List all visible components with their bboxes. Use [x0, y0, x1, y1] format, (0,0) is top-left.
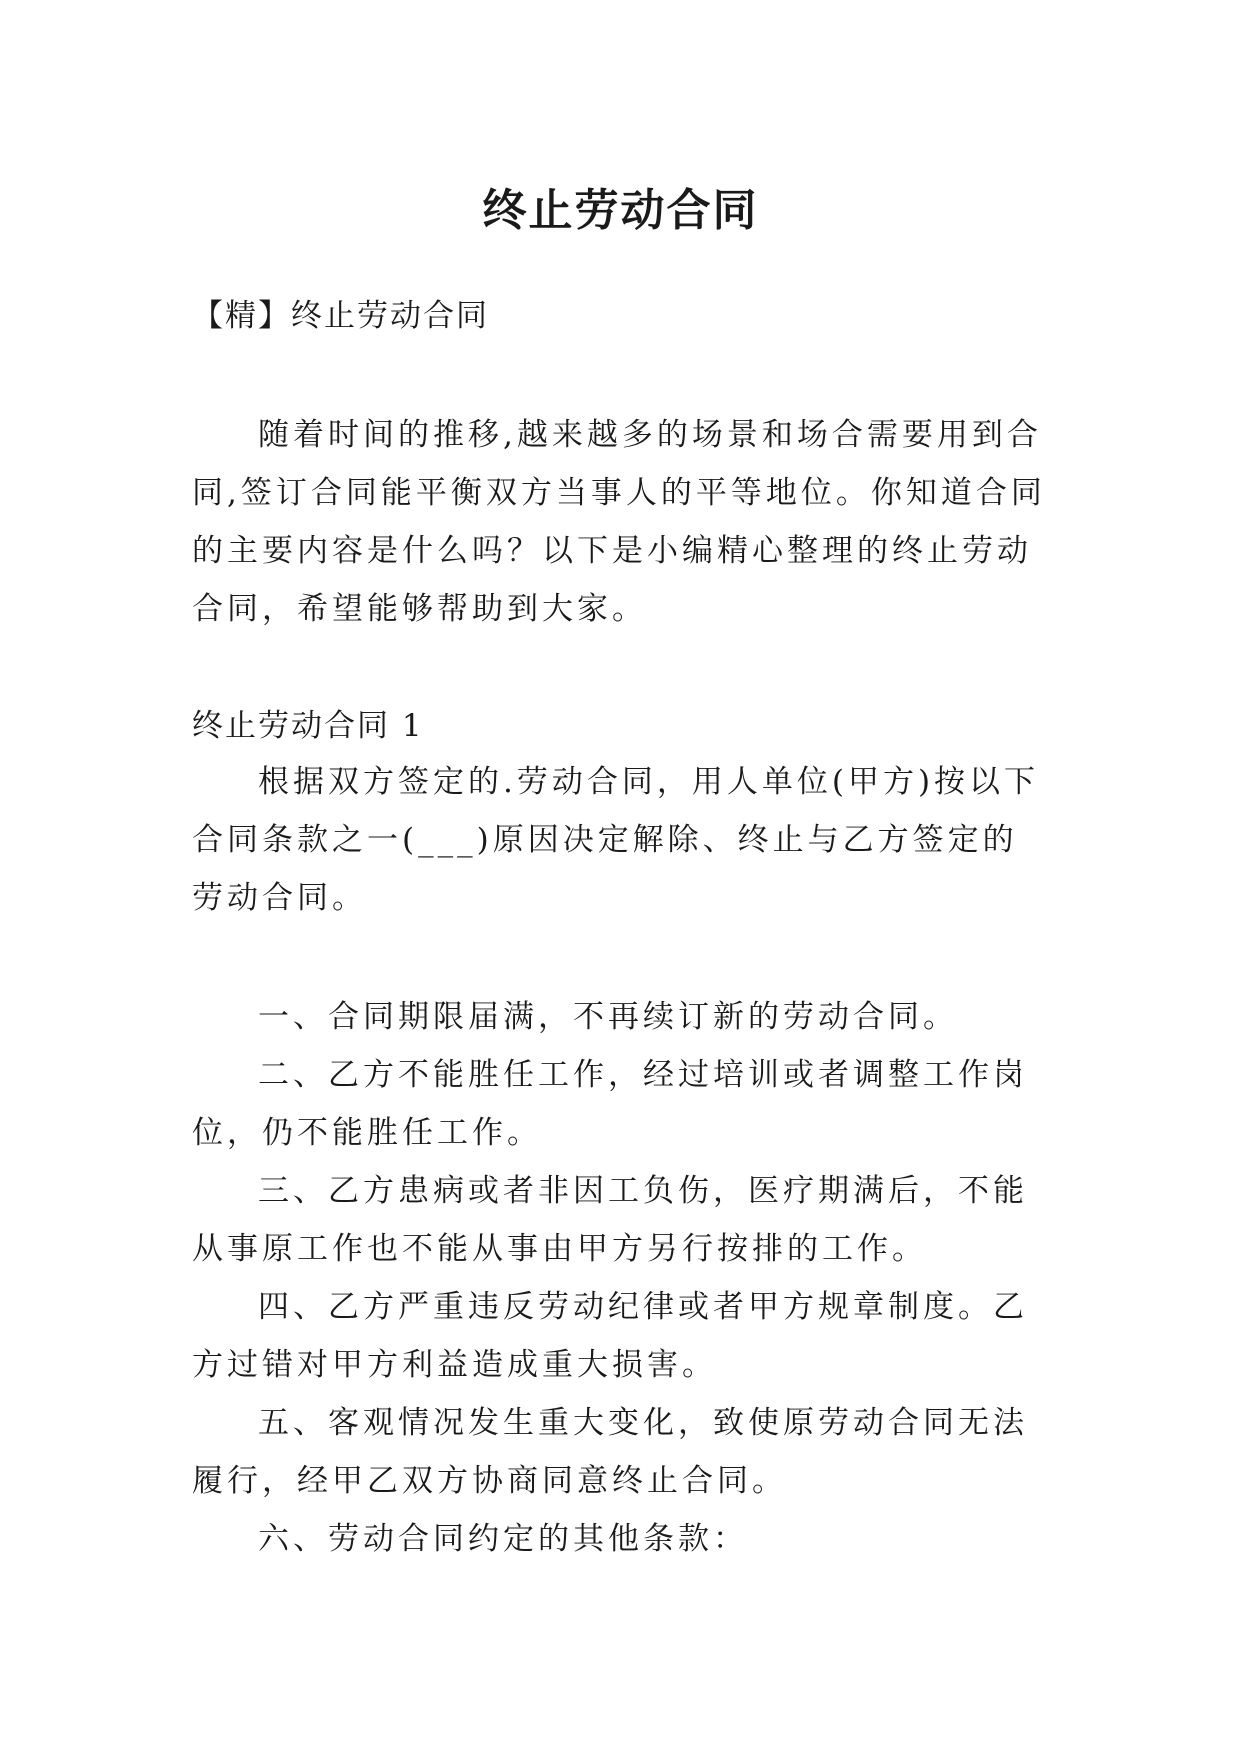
document-title: 终止劳动合同	[482, 185, 759, 237]
clause-item-3: 三、乙方患病或者非因工负伤，医疗期满后，不能从事原工作也不能从事由甲方另行按排的工作。	[192, 1173, 1028, 1267]
clause-item-4: 四、乙方严重违反劳动纪律或者甲方规章制度。乙方过错对甲方利益造成重大损害。	[192, 1289, 1028, 1383]
document-subtitle: 【精】终止劳动合同	[192, 298, 489, 334]
intro-paragraph: 随着时间的推移,越来越多的场景和场合需要用到合同,签订合同能平衡双方当事人的平等地位。你知道合同的主要内容是什么吗？以下是小编精心整理的终止劳动合同，希望能够帮助到大家。	[192, 417, 1046, 627]
clause-item-1: 一、合同期限届满，不再续订新的劳动合同。	[258, 999, 958, 1035]
clause-item-6: 六、劳动合同约定的其他条款：	[258, 1521, 748, 1557]
section-heading: 终止劳动合同 1	[192, 708, 424, 744]
clause-item-5: 五、客观情况发生重大变化，致使原劳动合同无法履行，经甲乙双方协商同意终止合同。	[192, 1405, 1028, 1499]
clause-item-2: 二、乙方不能胜任工作，经过培训或者调整工作岗位，仍不能胜任工作。	[192, 1057, 1028, 1151]
basis-paragraph: 根据双方签定的.劳动合同，用人单位(甲方)按以下合同条款之一(___)原因决定解除、终止与乙方签定的劳动合同。	[192, 764, 1040, 916]
